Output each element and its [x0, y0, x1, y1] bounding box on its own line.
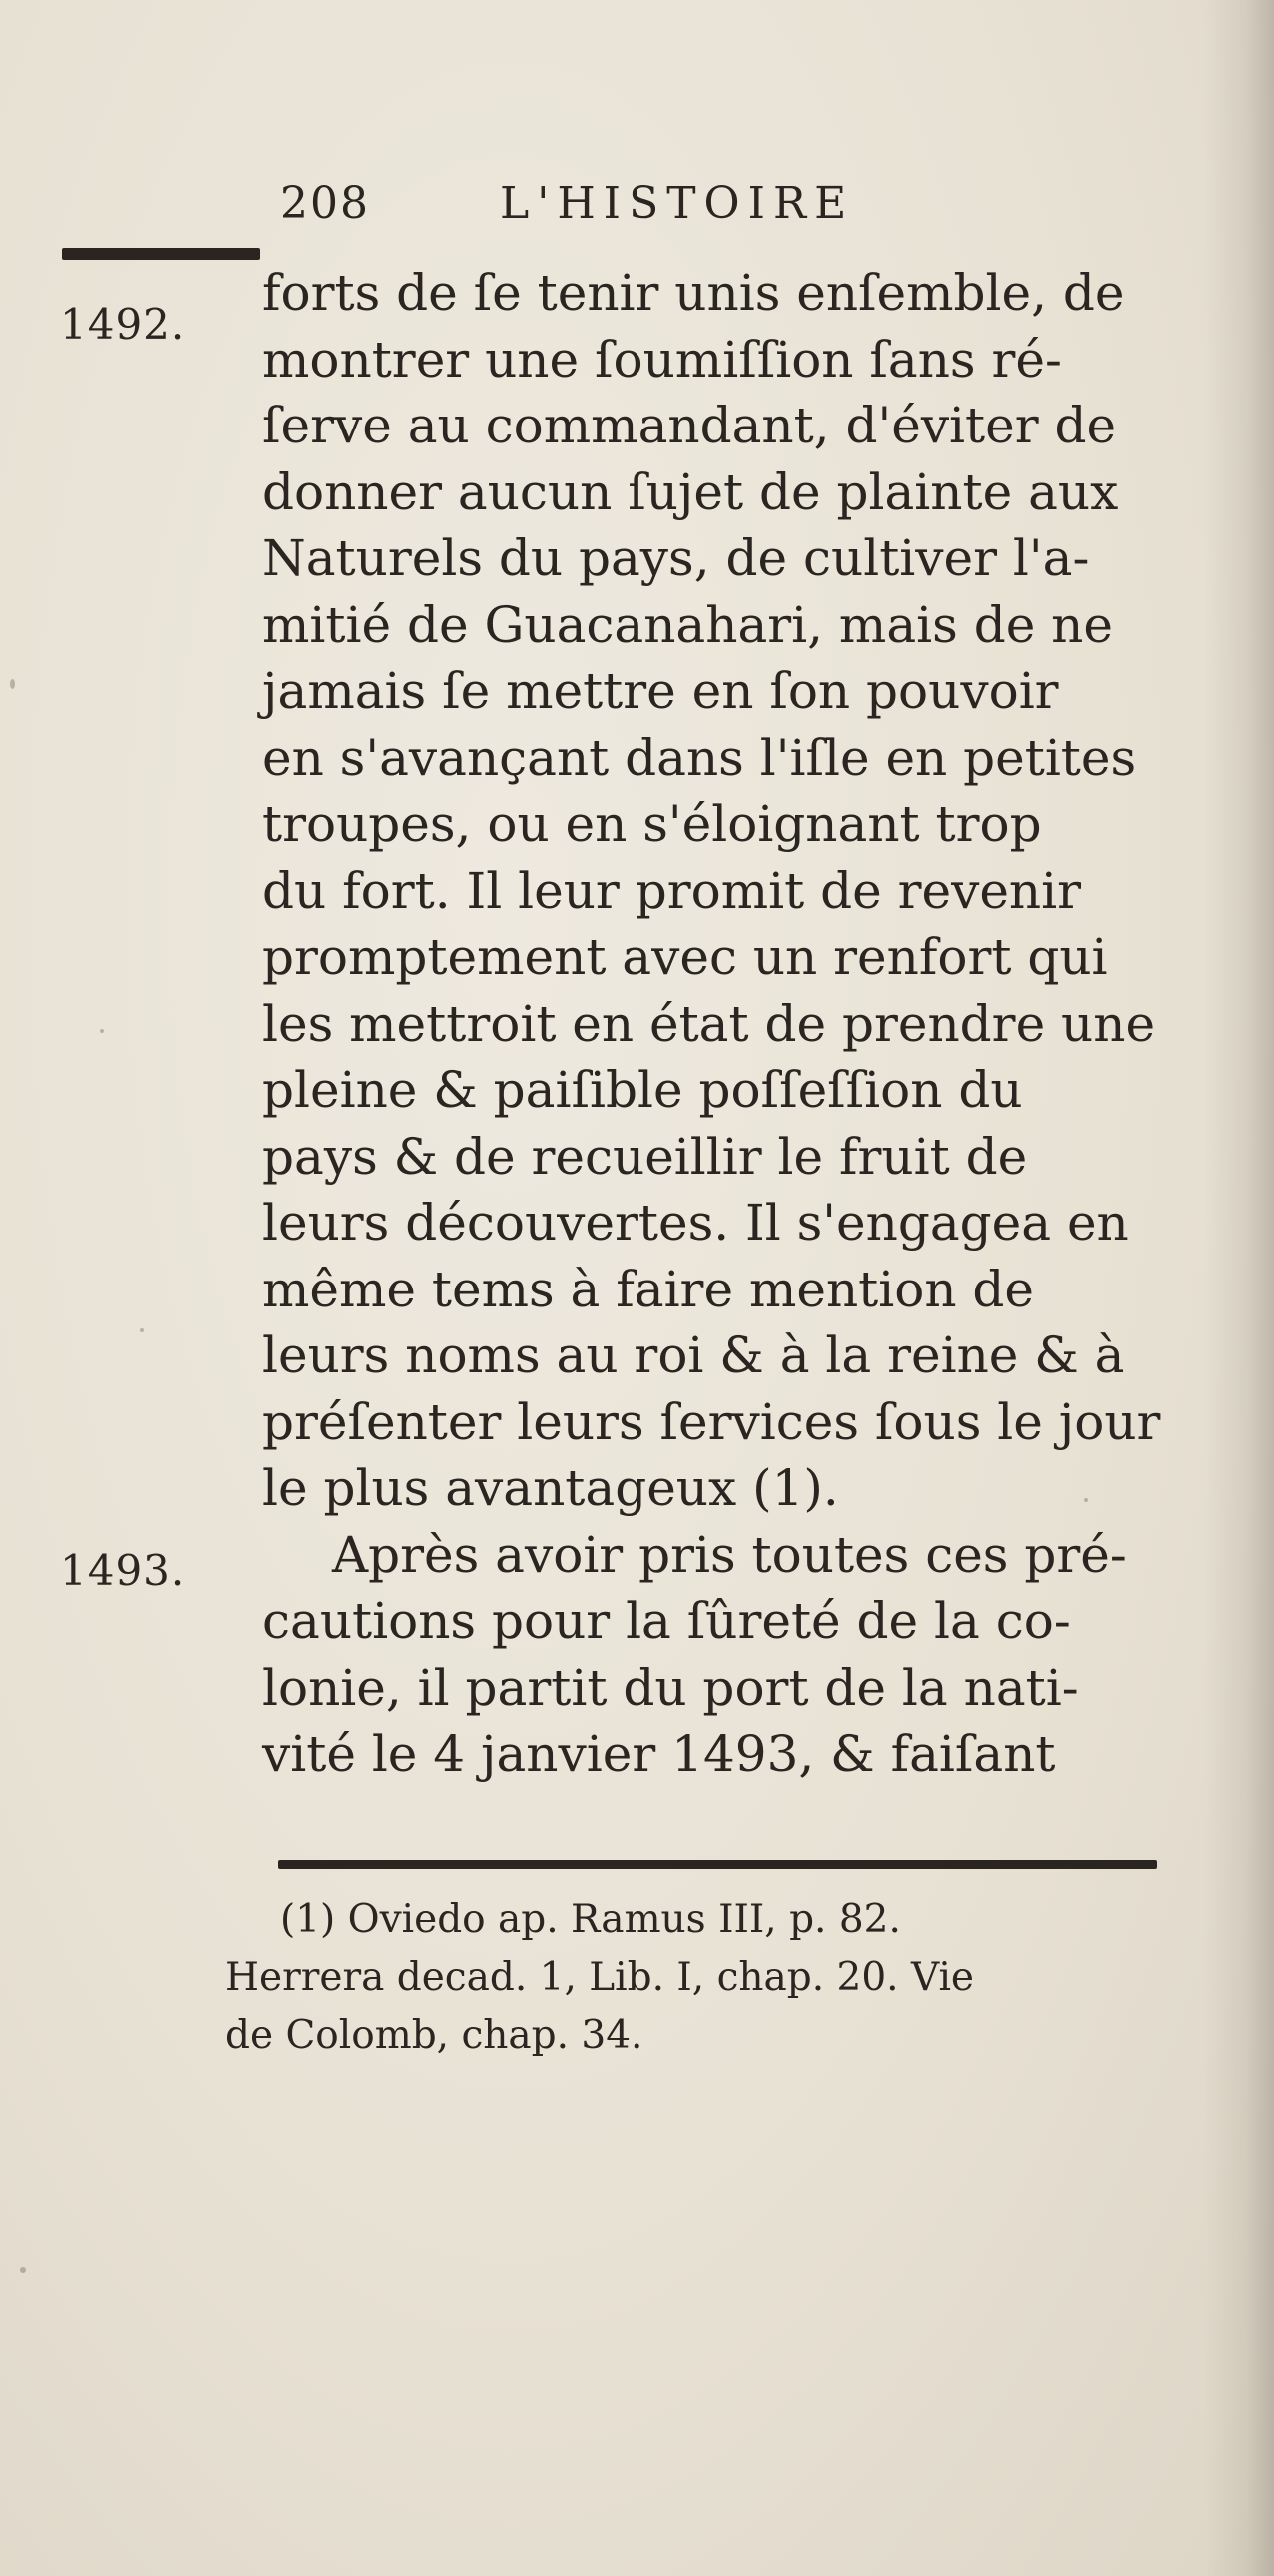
body-line-paragraph-start: Après avoir pris toutes ces pré-	[332, 1525, 1127, 1584]
body-line: les mettroit en état de prendre une	[262, 994, 1156, 1053]
body-line: préſenter leurs ſervices ſous le jour	[262, 1392, 1161, 1451]
footnote-line: (1) Oviedo ap. Ramus III, p. 82.	[280, 1897, 901, 1942]
margin-year-1492: 1492.	[60, 300, 186, 349]
body-line: en s'avançant dans l'iſle en petites	[262, 728, 1137, 787]
paper-speck	[100, 1029, 104, 1033]
footnote-line: de Colomb, chap. 34.	[225, 2013, 643, 2058]
body-line: pleine & paiſible poſſeſſion du	[262, 1061, 1023, 1119]
page-header	[280, 178, 999, 238]
page-gutter-shadow	[1204, 0, 1274, 2576]
paper-speck	[140, 1328, 144, 1332]
footnote-line: Herrera decad. 1, Lib. I, chap. 20. Vie	[225, 1955, 975, 2000]
body-line: promptement avec un renfort qui	[262, 928, 1108, 986]
body-line: leurs noms au roi & à la reine & à	[262, 1326, 1125, 1384]
body-text	[262, 260, 1181, 1788]
body-line: du fort. Il leur promit de revenir	[262, 861, 1082, 920]
body-line: Naturels du pays, de cultiver l'a-	[262, 529, 1090, 587]
paper-speck	[1084, 1498, 1088, 1502]
paper-speck	[10, 679, 15, 689]
body-line: même tems à faire mention de	[262, 1260, 1035, 1318]
header-rule	[62, 248, 260, 260]
body-line: troupes, ou en s'éloignant trop	[262, 795, 1042, 853]
body-line: donner aucun ſujet de plainte aux	[262, 462, 1119, 521]
body-line: lonie, il partit du port de la nati-	[262, 1658, 1079, 1717]
footnote	[225, 1891, 1184, 2065]
body-line: leurs découvertes. Il s'engagea en	[262, 1194, 1129, 1252]
body-line: le plus avantageux (1).	[262, 1459, 839, 1517]
margin-year-1493: 1493.	[60, 1546, 186, 1595]
body-line: jamais ſe mettre en ſon pouvoir	[262, 662, 1059, 720]
body-line: mitié de Guacanahari, mais de ne	[262, 595, 1113, 654]
body-line: cautions pour la ſûreté de la co-	[262, 1592, 1071, 1650]
footnote-rule	[278, 1860, 1157, 1869]
paper-speck	[20, 2267, 26, 2273]
body-line: pays & de recueillir le fruit de	[262, 1127, 1028, 1186]
body-line: forts de ſe tenir unis enſemble, de	[262, 264, 1125, 322]
page-number: 208	[280, 178, 370, 229]
running-head: L'HISTOIRE	[500, 178, 855, 229]
body-line: ſerve au commandant, d'éviter de	[262, 397, 1117, 454]
body-line: vité le 4 janvier 1493, & faiſant	[262, 1725, 1056, 1783]
body-line: montrer une ſoumiſſion ſans ré-	[262, 330, 1062, 389]
